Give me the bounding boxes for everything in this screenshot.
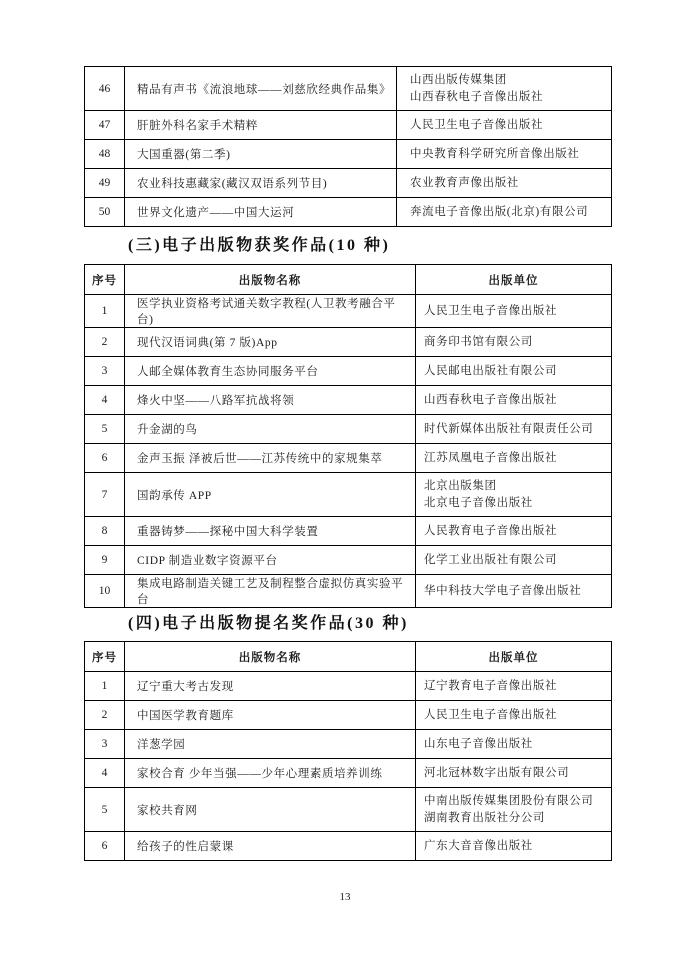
publisher-line: 山西出版传媒集团 [410, 73, 507, 86]
publisher-line: 商务印书馆有限公司 [424, 335, 533, 348]
table-row [85, 198, 612, 227]
award-table-electronic-winners [84, 264, 612, 608]
cell-publication-name: 家校合育 少年当强——少年心理素质培养训练 [125, 759, 416, 788]
table-row [85, 444, 612, 473]
table-header-row [85, 265, 612, 295]
cell-publication-name: 烽火中坚——八路军抗战将领 [125, 386, 416, 415]
cell-serial-number: 2 [85, 328, 125, 357]
cell-publisher [397, 140, 612, 169]
publisher-line: 江苏凤凰电子音像出版社 [424, 451, 558, 464]
cell-publication-name: 洋葱学园 [125, 730, 416, 759]
cell-serial-number: 3 [85, 730, 125, 759]
table-row [85, 672, 612, 701]
cell-serial-number: 6 [85, 832, 125, 861]
cell-publication-name: 升金湖的鸟 [125, 415, 416, 444]
publisher-line: 华中科技大学电子音像出版社 [424, 584, 582, 597]
publisher-line: 人民卫生电子音像出版社 [424, 304, 558, 317]
cell-publisher [397, 198, 612, 227]
table-row [85, 546, 612, 575]
cell-publication-name: 辽宁重大考古发现 [125, 672, 416, 701]
cell-serial-number: 7 [85, 473, 125, 517]
cell-publication-name: 家校共育网 [125, 788, 416, 832]
table-row [85, 415, 612, 444]
cell-serial-number: 3 [85, 357, 125, 386]
top-margin [0, 0, 690, 66]
cell-publication-name: 给孩子的性启蒙课 [125, 832, 416, 861]
publisher-line: 辽宁教育电子音像出版社 [424, 679, 558, 692]
publisher-line: 奔流电子音像出版(北京)有限公司 [410, 205, 589, 218]
section-heading-electronic-nominations: (四)电子出版物提名奖作品(30 种) [128, 615, 409, 632]
publisher-line: 山西春秋电子音像出版社 [410, 90, 544, 103]
header-serial-number: 序号 [85, 265, 125, 295]
cell-publication-name: 大国重器(第二季) [125, 140, 397, 169]
section-electronic-winners [0, 264, 690, 608]
cell-publication-name: CIDP 制造业数字资源平台 [125, 546, 416, 575]
table-row [85, 111, 612, 140]
cell-publisher [397, 111, 612, 140]
cell-serial-number: 5 [85, 788, 125, 832]
table-row [85, 67, 612, 111]
cell-publication-name: 中国医学教育题库 [125, 701, 416, 730]
header-publisher: 出版单位 [416, 265, 612, 295]
publisher-line: 人民邮电出版社有限公司 [424, 364, 558, 377]
header-publication-name: 出版物名称 [125, 265, 416, 295]
cell-publisher [416, 701, 612, 730]
table-row [85, 832, 612, 861]
cell-serial-number: 2 [85, 701, 125, 730]
cell-publication-name: 农业科技惠藏家(藏汉双语系列节目) [125, 169, 397, 198]
cell-publication-name: 现代汉语词典(第 7 版)App [125, 328, 416, 357]
cell-publisher [416, 546, 612, 575]
cell-serial-number: 4 [85, 386, 125, 415]
cell-publisher [416, 575, 612, 608]
publisher-line: 山西春秋电子音像出版社 [424, 393, 558, 406]
cell-publication-name: 肝脏外科名家手术精粹 [125, 111, 397, 140]
cell-publication-name: 集成电路制造关键工艺及制程整合虚拟仿真实验平台 [125, 575, 416, 608]
cell-serial-number: 49 [85, 169, 125, 198]
publisher-line: 北京电子音像出版社 [424, 496, 533, 509]
cell-publication-name: 金声玉振 泽被后世——江苏传统中的家规集萃 [125, 444, 416, 473]
cell-publisher [416, 672, 612, 701]
table-row [85, 295, 612, 328]
cell-serial-number: 4 [85, 759, 125, 788]
table-row [85, 140, 612, 169]
cell-publication-name: 医学执业资格考试通关数字教程(人卫教考融合平台) [125, 295, 416, 328]
header-publication-name: 出版物名称 [125, 642, 416, 672]
cell-serial-number: 8 [85, 517, 125, 546]
cell-publication-name: 重器铸梦——探秘中国大科学装置 [125, 517, 416, 546]
cell-publisher [416, 415, 612, 444]
table-row [85, 517, 612, 546]
cell-serial-number: 5 [85, 415, 125, 444]
cell-publisher [416, 832, 612, 861]
table-row [85, 759, 612, 788]
cell-publication-name: 精品有声书《流浪地球——刘慈欣经典作品集》 [125, 67, 397, 111]
header-serial-number: 序号 [85, 642, 125, 672]
cell-publication-name: 世界文化遗产——中国大运河 [125, 198, 397, 227]
cell-serial-number: 48 [85, 140, 125, 169]
page-number: 13 [339, 891, 351, 903]
cell-publisher [397, 67, 612, 111]
cell-publisher [416, 444, 612, 473]
table-row [85, 788, 612, 832]
cell-serial-number: 1 [85, 672, 125, 701]
cell-publisher [416, 730, 612, 759]
table-row [85, 473, 612, 517]
publisher-line: 河北冠林数字出版有限公司 [424, 766, 570, 779]
cell-serial-number: 50 [85, 198, 125, 227]
publisher-line: 山东电子音像出版社 [424, 737, 533, 750]
cell-serial-number: 46 [85, 67, 125, 111]
cell-publisher [416, 295, 612, 328]
publisher-line: 中央教育科学研究所音像出版社 [410, 147, 580, 160]
table-row [85, 357, 612, 386]
cell-publisher [416, 357, 612, 386]
publisher-line: 广东大音音像出版社 [424, 839, 533, 852]
publisher-line: 时代新媒体出版社有限责任公司 [424, 422, 594, 435]
table-header-row [85, 642, 612, 672]
publisher-line: 北京出版集团 [424, 479, 497, 492]
cell-publisher [397, 169, 612, 198]
cell-publication-name: 国韵承传 APP [125, 473, 416, 517]
cell-publication-name: 人邮全媒体教育生态协同服务平台 [125, 357, 416, 386]
table-row [85, 386, 612, 415]
section-electronic-nominations [0, 641, 690, 861]
publisher-line: 化学工业出版社有限公司 [424, 553, 558, 566]
table-row [85, 575, 612, 608]
cell-publisher [416, 473, 612, 517]
section-av-awards-continued [0, 66, 690, 227]
cell-publisher [416, 759, 612, 788]
cell-publisher [416, 517, 612, 546]
publisher-line: 人民卫生电子音像出版社 [410, 118, 544, 131]
publisher-line: 农业教育声像出版社 [410, 176, 519, 189]
cell-serial-number: 47 [85, 111, 125, 140]
publisher-line: 人民教育电子音像出版社 [424, 524, 558, 537]
cell-serial-number: 10 [85, 575, 125, 608]
publisher-line: 人民卫生电子音像出版社 [424, 708, 558, 721]
cell-serial-number: 6 [85, 444, 125, 473]
cell-serial-number: 1 [85, 295, 125, 328]
table-row [85, 730, 612, 759]
section-heading-electronic-winners: (三)电子出版物获奖作品(10 种) [128, 237, 391, 254]
cell-serial-number: 9 [85, 546, 125, 575]
header-publisher: 出版单位 [416, 642, 612, 672]
award-table-av-continued [84, 66, 612, 227]
publisher-line: 中南出版传媒集团股份有限公司 [424, 794, 594, 807]
cell-publisher [416, 788, 612, 832]
table-row [85, 701, 612, 730]
award-table-electronic-nominations [84, 641, 612, 861]
cell-publisher [416, 328, 612, 357]
table-row [85, 169, 612, 198]
table-row [85, 328, 612, 357]
publisher-line: 湖南教育出版社分公司 [424, 811, 545, 824]
cell-publisher [416, 386, 612, 415]
